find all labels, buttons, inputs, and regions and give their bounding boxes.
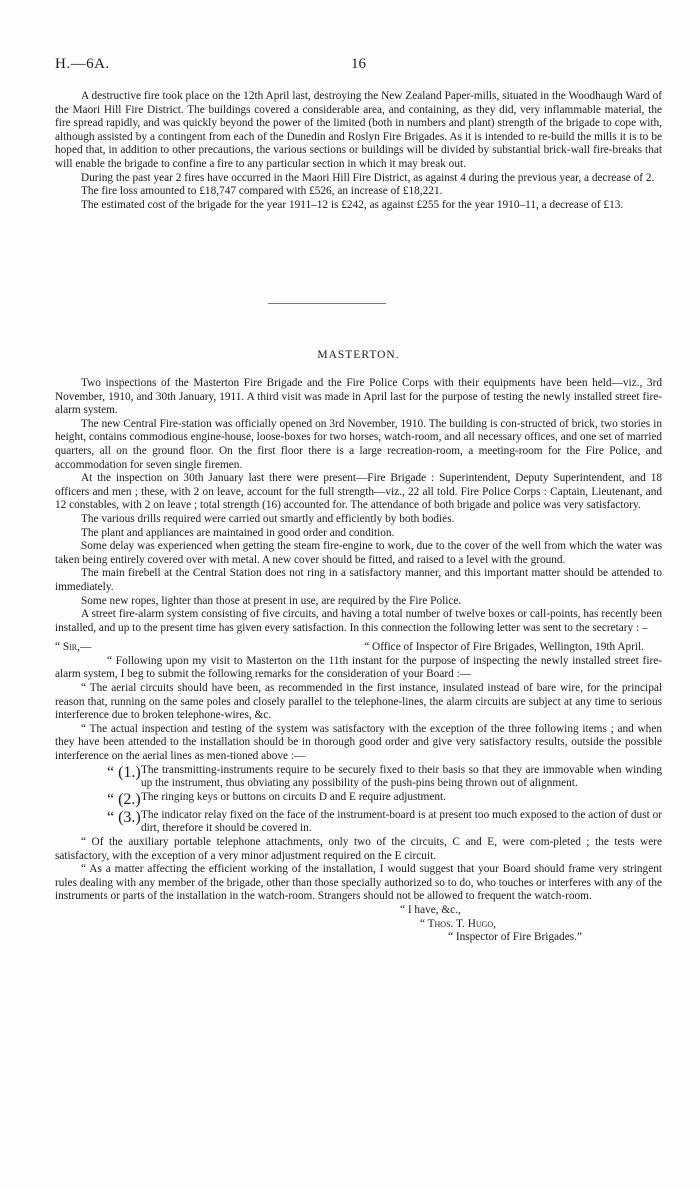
maori-hill-section: [55, 90, 662, 212]
paragraph: At the inspection on 30th January last there were present—Fire Brigade : Superintendent, Deputy Superintendent, and 18 officers and men ; these, with 2 on leave, account for the full strength—viz., 22 all told. Fire Police Corps : Captain, Lieutenant, and 12 constables, with 2 on leave ; total strength (16) accounted for. The attendance of both brigade and police was very satisfactory.: [55, 472, 662, 512]
letter-signatory-title: “ Inspector of Fire Brigades.”: [448, 931, 582, 944]
letter-paragraph: “ Following upon my visit to Masterton on the 11th instant for the purpose of inspecting the newly installed street fire-alarm system, I beg to submit the following remarks for the consideration of your Board :—: [55, 654, 662, 681]
paragraph: Some new ropes, lighter than those at present in use, are required by the Fire Police.: [81, 594, 462, 607]
letter-closing: “ I have, &c.,: [400, 903, 461, 916]
list-item-number: “ (3.): [107, 808, 141, 826]
letter-paragraph: “ The actual inspection and testing of the system was satisfactory with the exception of the three following items ; and when they have been attended to the installation should be in thorough good order and give very satisfactory results, outside the possible interference on the aerial lines as men-tioned above :—: [55, 722, 662, 763]
letter-salutation: “ Sir,—: [55, 641, 92, 654]
paragraph: The estimated cost of the brigade for the year 1911–12 is £242, as against £255 for the year 1910–11, a decrease of £13.: [81, 198, 624, 211]
letter-list-item: [55, 809, 662, 836]
paragraph: The fire loss amounted to £18,747 compared with £526, an increase of £18,221.: [81, 185, 443, 198]
letter-paragraph: “ Of the auxiliary portable telephone attachments, only two of the circuits, C and E, were com-pleted ; the tests were satisfactory, with the exception of a very minor adjustment required on the E circuit.: [55, 836, 662, 862]
paragraph: The various drills required were carried out smartly and efficiently by both bodies.: [81, 512, 455, 525]
page-header: [55, 56, 662, 76]
paragraph: The plant and appliances are maintained in good order and condition.: [81, 526, 395, 539]
letter-from-line: “ Office of Inspector of Fire Brigades, Wellington, 19th April.: [364, 641, 644, 654]
paragraph: Some delay was experienced when getting the steam fire-engine to work, due to the cover of the well from which the water was taken being entirely covered over with metal. A new cover should be fitted, and raised to a level with the ground.: [55, 540, 662, 566]
list-item-text: The transmitting-instruments require to be securely fixed to their basis so that they are immovable when winding up the instrument, thus obviating any possibility of the push-pins being thrown out of alignment.: [141, 763, 662, 790]
paragraph: A destructive fire took place on the 12th April last, destroying the New Zealand Paper-mills, situated in the Woodhaugh Ward of the Maori Hill Fire District. The buildings covered a considerable area, and containing, as they did, very inflammable material, the fire spread rapidly, and was quickly beyond the power of the limited (both in numbers and plant) strength of the brigade to cope with, although assisted by a contingent from each of the Dunedin and Roslyn Fire Brigades. As it is intended to re-build the mills it is to be hoped that, in addition to other precautions, the various sections or buildings will be divided by substantial brick-wall fire-breaks that will enable the brigade to confine a fire to any particular section in which it may break out.: [55, 90, 662, 170]
masterton-section: [55, 377, 662, 945]
letter-signature: “ Thos. T. Hugo,: [420, 917, 497, 930]
section-heading: MASTERTON.: [317, 349, 400, 361]
list-item-number: “ (2.): [107, 790, 141, 808]
letter-list-item: [55, 791, 662, 809]
page-number: 16: [351, 56, 366, 72]
paragraph: The new Central Fire-station was officially opened on 3rd November, 1910. The building is con-structed of brick, two stories in height, contains commodious engine-house, loose-boxes for two horses, watch-room, and all necessary offices, and one set of married quarters, all on the ground floor. On the first floor there is a large recreation-room, a meeting-room for the Fire Police, and accommodation for seven single firemen.: [55, 417, 662, 471]
document-reference: H.—6A.: [55, 56, 110, 72]
letter-header: [55, 641, 662, 655]
paragraph: Two inspections of the Masterton Fire Brigade and the Fire Police Corps with their equipments have been held—viz., 3rd November, 1910, and 30th January, 1911. A third visit was made in April last for the purpose of testing the newly installed street fire-alarm system.: [55, 377, 662, 417]
letter-paragraph: “ As a matter affecting the efficient working of the installation, I would suggest that your Board should frame very stringent rules dealing with any member of the brigade, other than those specially authorized so to do, who touches or interferes with any of the instruments or parts of the installation in the watch-room. Strangers should not be allowed to frequent the watch-room.: [55, 863, 662, 903]
letter-list-item: [55, 764, 662, 791]
paragraph: During the past year 2 fires have occurred in the Maori Hill Fire District, as against 4 during the previous year, a decrease of 2.: [81, 171, 655, 184]
letter-paragraph: “ The aerial circuits should have been, as recommended in the first instance, insulated instead of bare wire, for the principal reason that, running on the same poles and closely parallel to the telephone-lines, the alarm circuits are subject at any time to serious interference due to broken telephone-wires, &c.: [55, 682, 662, 722]
paragraph: A street fire-alarm system consisting of five circuits, and having a total number of twelve boxes or call-points, has recently been installed, and up to the present time has given every satisfaction. In this connection the following letter was sent to the secretary : –: [55, 608, 662, 634]
section-divider: [268, 303, 386, 304]
list-item-text: The ringing keys or buttons on circuits D and E require adjustment.: [141, 790, 446, 803]
list-item-number: “ (1.): [107, 763, 141, 781]
list-item-text: The indicator relay fixed on the face of the instrument-board is at present too much exposed to the action of dust or dirt, therefore it should be covered in.: [141, 808, 662, 835]
paragraph: The main firebell at the Central Station does not ring in a satisfactory manner, and this important matter should be attended to immediately.: [55, 567, 662, 593]
